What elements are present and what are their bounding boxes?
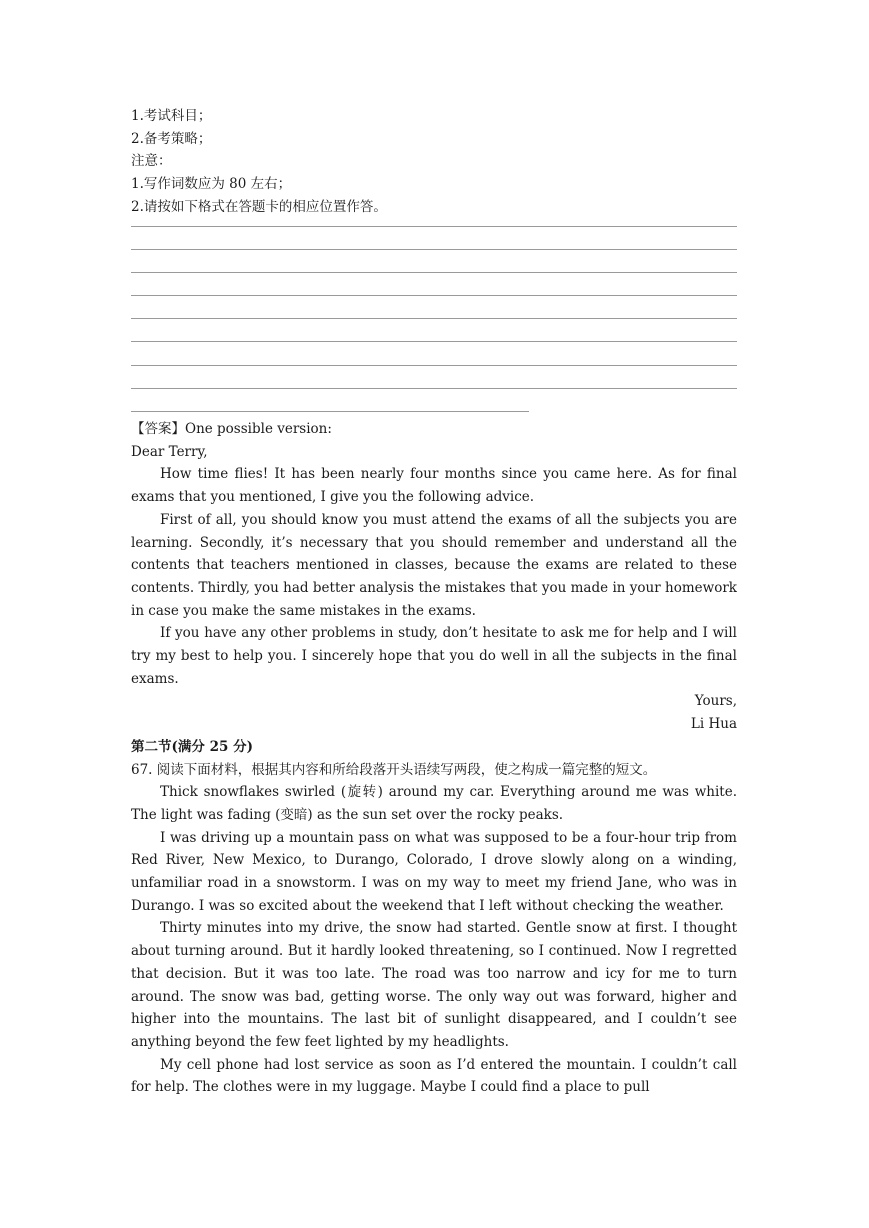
writing-line <box>131 249 737 250</box>
writing-line <box>131 388 737 389</box>
writing-line <box>131 226 737 227</box>
writing-line-last <box>131 411 529 412</box>
letter-greeting: Dear Terry, <box>131 443 208 460</box>
story-paragraph: Thick snowflakes swirled (旋转) around my car. Everything around me was white. The light was fading (变暗) as the sun set over the rocky peaks. <box>131 784 737 823</box>
answer-section <box>131 418 737 736</box>
section-2 <box>131 736 737 1099</box>
letter-signature: Li Hua <box>690 716 737 733</box>
letter-paragraph: How time flies! It has been nearly four months since you came here. As for final exams that you mentioned, I give you the following advice. <box>131 466 737 506</box>
letter-paragraph: If you have any other problems in study, don’t hesitate to ask me for help and I will try my best to help you. I sincerely hope that you do well in all the subjects in the final exams. <box>131 625 737 687</box>
story-paragraph: Thirty minutes into my drive, the snow had started. Gentle snow at first. I thought about turning around. But it hardly looked threatening, so I continued. Now I regretted that decision. But it was too late. The road was too narrow and icy for me to turn around. The snow was bad, getting worse. The only way out was forward, higher and higher into the mountains. The last bit of sunlight disappeared, and I couldn’t see anything beyond the few feet lighted by my headlights. <box>131 920 737 1050</box>
notes-label: 注意： <box>131 153 172 170</box>
letter-paragraph: First of all, you should know you must attend the exams of all the subjects you are learning. Secondly, it’s necessary that you should remember and understand all the contents that teachers mentioned in classes, because the exams are related to these contents. Thirdly, you had better analysis the mistakes that you made in your homework in case you make the same mistakes in the exams. <box>131 511 737 619</box>
letter-closing: Yours, <box>694 693 737 710</box>
note-1: 1.写作词数应为 80 左右； <box>131 176 292 193</box>
question-instruction: 67. 阅读下面材料，根据其内容和所给段落开头语续写两段，使之构成一篇完整的短文。 <box>131 761 657 778</box>
note-2: 2.请按如下格式在答题卡的相应位置作答。 <box>131 198 387 215</box>
task-item-2: 2.备考策略； <box>131 130 212 147</box>
writing-line <box>131 295 737 296</box>
writing-line <box>131 318 737 319</box>
section-title: 第二节(满分 25 分) <box>131 738 253 755</box>
task-item-1: 1.考试科目； <box>131 108 212 124</box>
answer-heading: 【答案】One possible version: <box>131 421 332 438</box>
answer-writing-lines <box>131 226 737 413</box>
writing-line <box>131 365 737 366</box>
document-page <box>131 105 737 1099</box>
story-paragraph: I was driving up a mountain pass on what was supposed to be a four-hour trip from Red River, New Mexico, to Durango, Colorado, I drove slowly along on a winding, unfamiliar road in a snowstorm. I was on my way to meet my friend Jane, who was in Durango. I was so excited about the weekend that I left without checking the weather. <box>131 829 737 914</box>
writing-line <box>131 272 737 273</box>
story-paragraph: My cell phone had lost service as soon as I’d entered the mountain. I couldn’t call for help. The clothes were in my luggage. Maybe I could find a place to pull <box>131 1056 737 1096</box>
writing-line <box>131 341 737 342</box>
